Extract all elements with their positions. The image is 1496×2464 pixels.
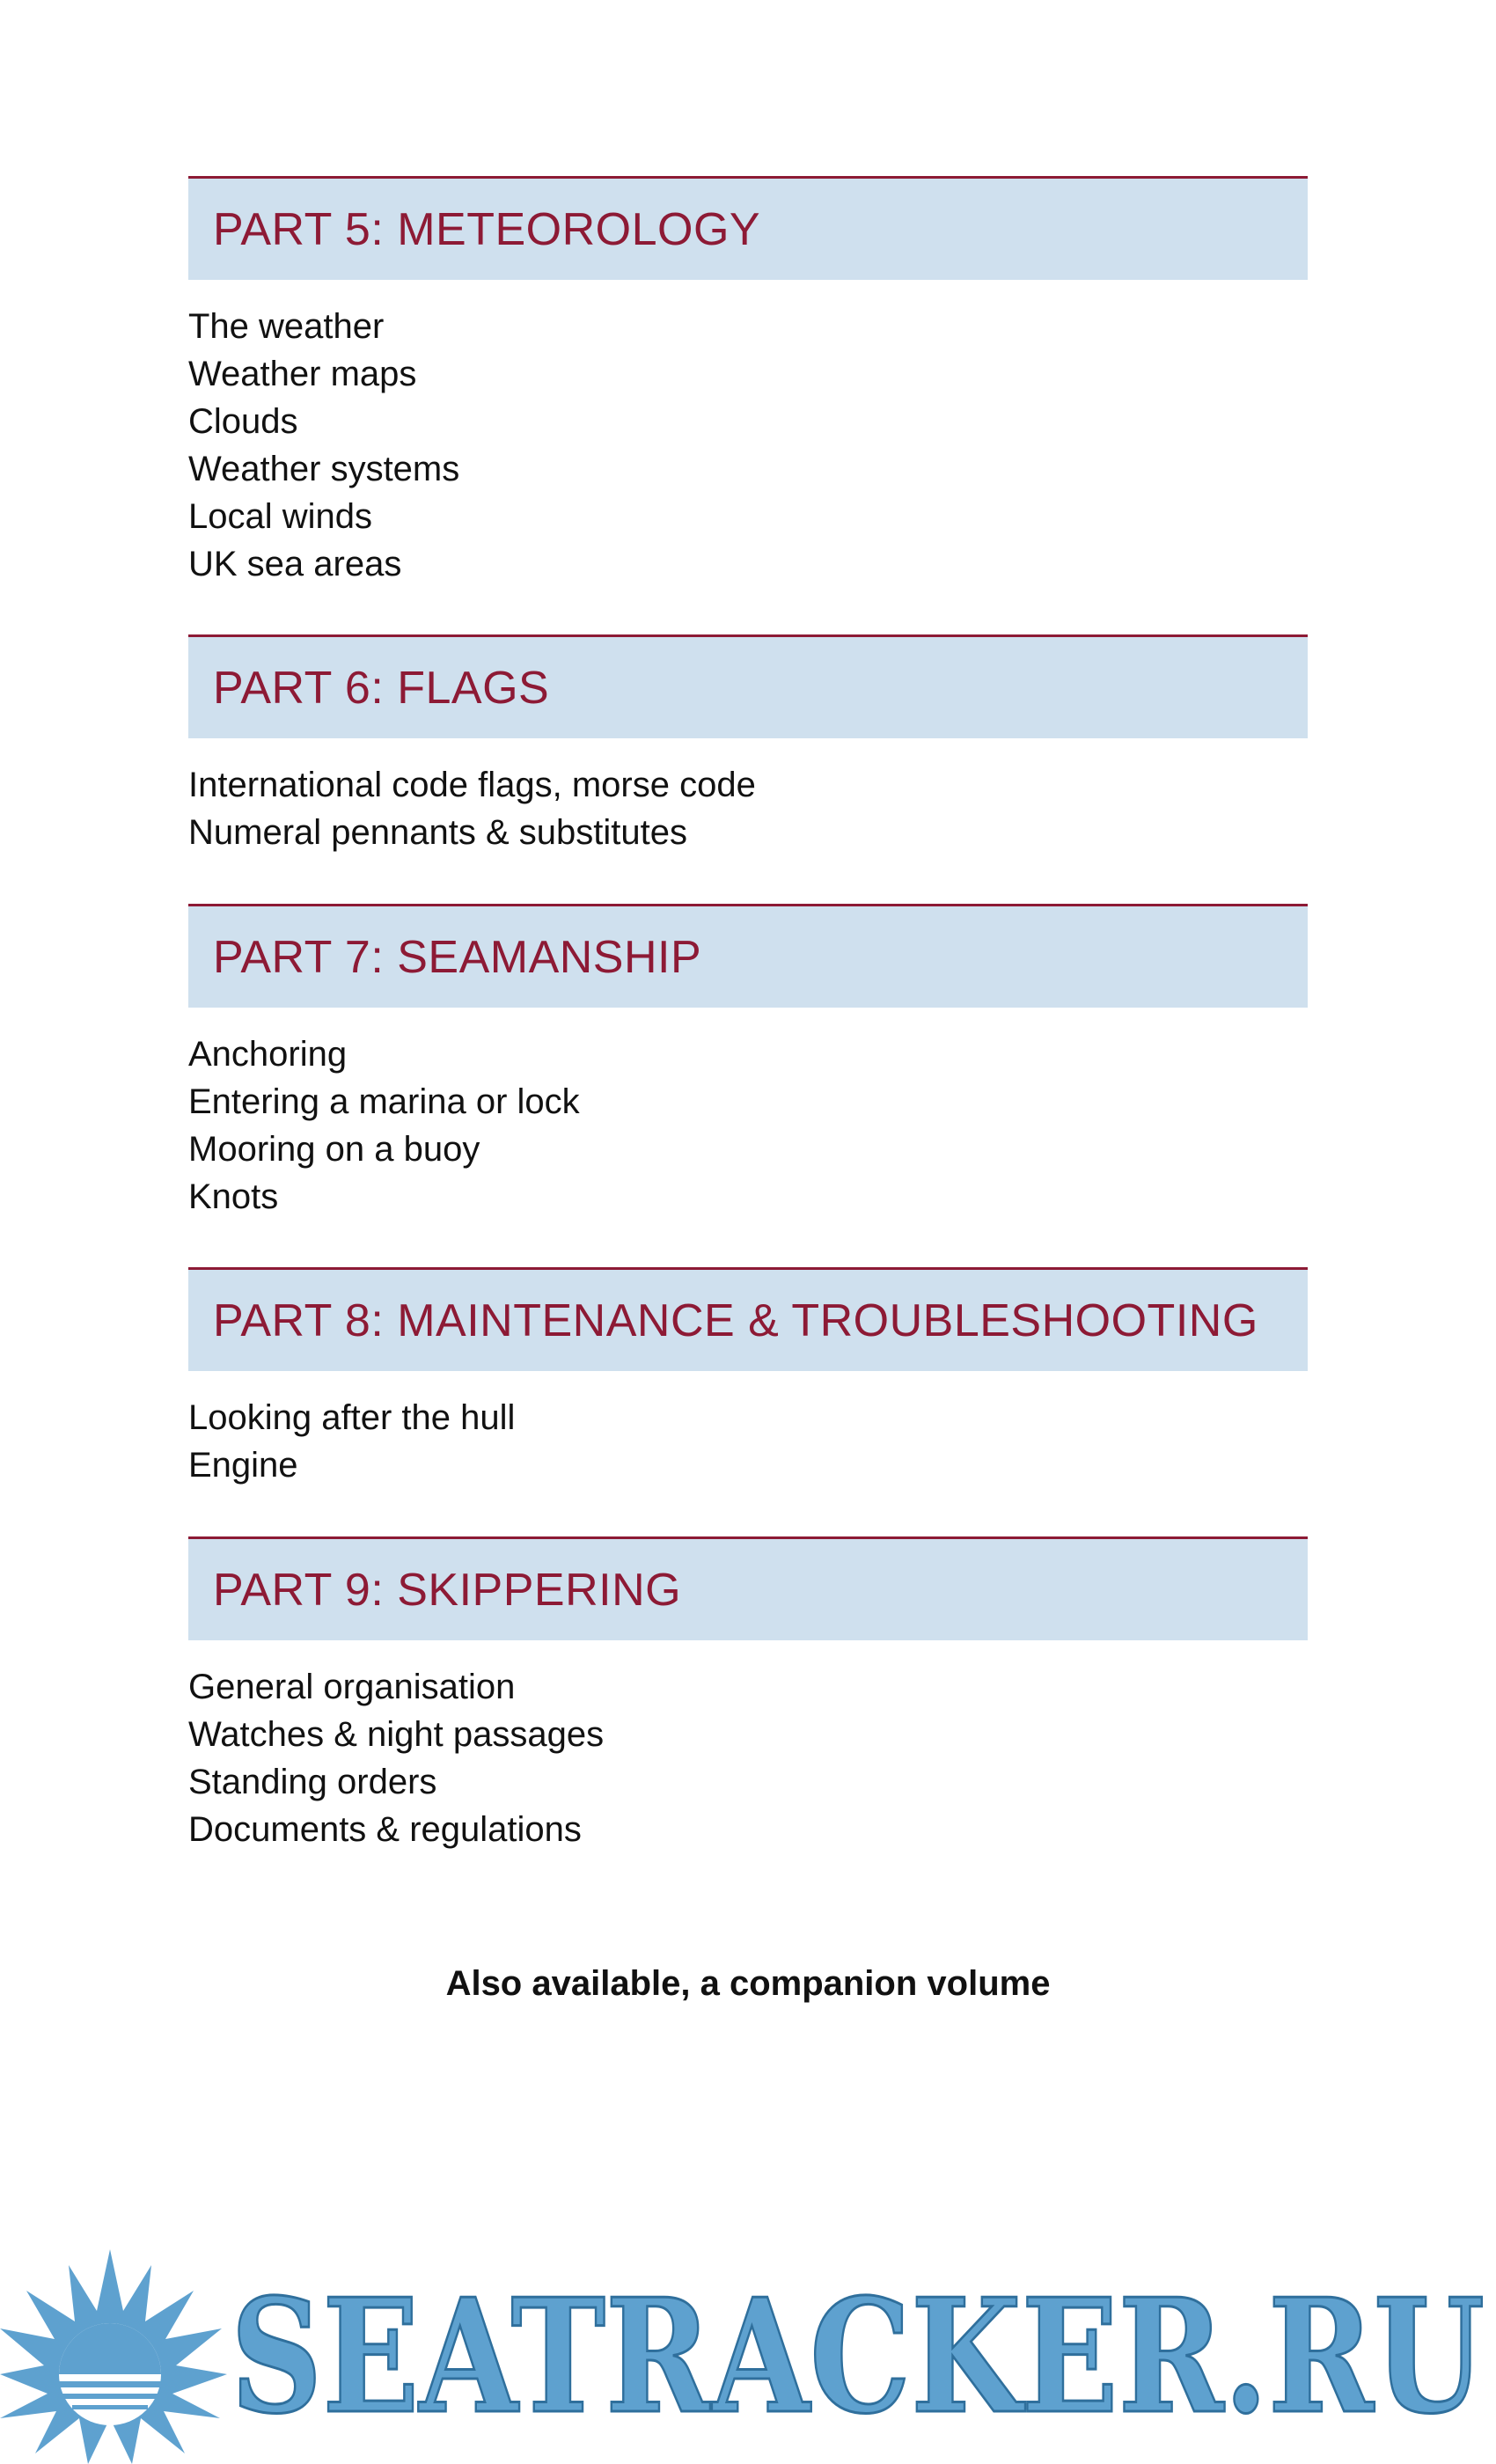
section-title: PART 6: FLAGS xyxy=(188,634,1308,738)
list-item: Watches & night passages xyxy=(188,1715,605,1754)
section-title: PART 9: SKIPPERING xyxy=(188,1536,1308,1640)
list-item: General organisation xyxy=(188,1668,516,1706)
topic-list xyxy=(188,303,1308,588)
watermark xyxy=(0,2242,1496,2464)
list-item: Local winds xyxy=(188,497,373,536)
topic-list xyxy=(188,1394,1308,1489)
list-item: Entering a marina or lock xyxy=(188,1082,580,1121)
sun-icon xyxy=(0,2249,227,2464)
section-title: PART 7: SEAMANSHIP xyxy=(188,904,1308,1008)
section-title: PART 5: METEOROLOGY xyxy=(188,176,1308,280)
watermark-text: SEATRACKER.RU xyxy=(231,2264,1485,2448)
list-item: Anchoring xyxy=(188,1035,348,1074)
section-part-7 xyxy=(188,904,1308,1221)
section-title: PART 8: MAINTENANCE & TROUBLESHOOTING xyxy=(188,1267,1308,1371)
topic-list xyxy=(188,1030,1308,1221)
list-item: Standing orders xyxy=(188,1763,437,1801)
list-item: Weather maps xyxy=(188,355,417,393)
list-item: UK sea areas xyxy=(188,545,402,583)
list-item: Knots xyxy=(188,1177,279,1216)
list-item: International code flags, morse code xyxy=(188,766,756,804)
list-item: Engine xyxy=(188,1446,298,1485)
list-item: Mooring on a buoy xyxy=(188,1130,480,1169)
section-part-8 xyxy=(188,1267,1308,1489)
topic-list xyxy=(188,1663,1308,1853)
section-part-6 xyxy=(188,634,1308,856)
list-item: Weather systems xyxy=(188,450,460,488)
companion-note: Also available, a companion volume xyxy=(445,1964,1051,2003)
section-part-5 xyxy=(188,176,1308,588)
section-part-9 xyxy=(188,1536,1308,1853)
list-item: Looking after the hull xyxy=(188,1398,516,1437)
list-item: Clouds xyxy=(188,402,298,441)
list-item: Numeral pennants & substitutes xyxy=(188,813,687,852)
list-item: The weather xyxy=(188,307,385,346)
topic-list xyxy=(188,761,1308,856)
list-item: Documents & regulations xyxy=(188,1810,582,1849)
